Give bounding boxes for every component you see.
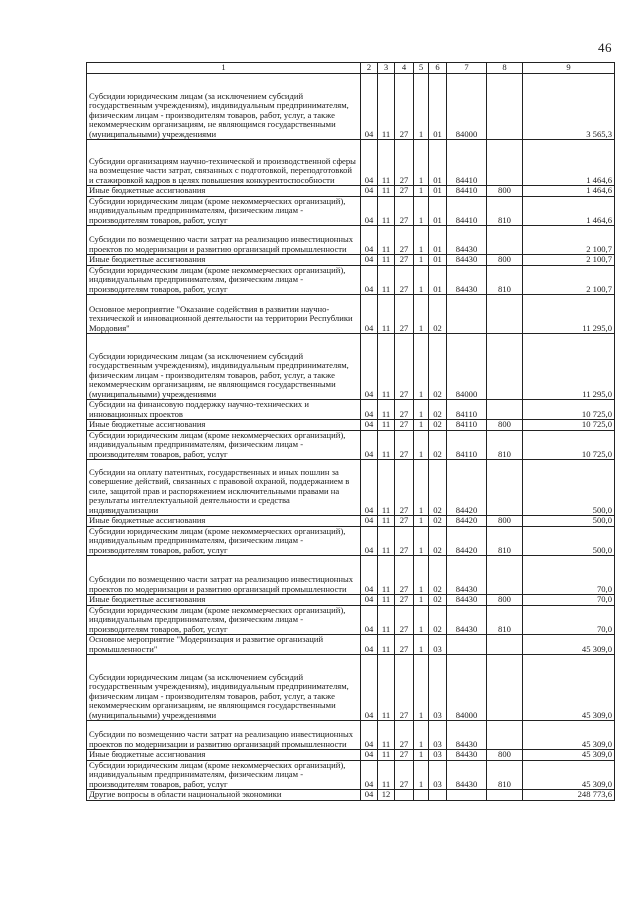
event-code: 02 [429, 595, 447, 606]
table-row [87, 526, 615, 556]
table-row [87, 516, 615, 527]
event-code: 03 [429, 750, 447, 761]
table-row [87, 140, 615, 186]
subprogram-code: 1 [414, 556, 429, 595]
row-name: Субсидии юридическим лицам (кроме некоммерческих организаций), индивидуальным предпринимателям, физическим лицам - производителям товаров, работ, услуг [87, 265, 361, 295]
subsection-code: 12 [378, 790, 395, 801]
amount: 1 464,6 [523, 196, 615, 226]
subsection-code: 11 [378, 196, 395, 226]
direction-code: 84430 [447, 226, 487, 255]
event-code [429, 790, 447, 801]
table-row [87, 334, 615, 400]
program-code: 27 [395, 605, 414, 635]
table-row [87, 721, 615, 750]
subprogram-code: 1 [414, 721, 429, 750]
amount: 45 309,0 [523, 760, 615, 790]
table-row [87, 400, 615, 420]
row-name: Другие вопросы в области национальной экономики [87, 790, 361, 801]
subsection-code: 11 [378, 334, 395, 400]
subsection-code: 11 [378, 226, 395, 255]
program-code: 27 [395, 635, 414, 655]
budget-table-body [87, 74, 615, 801]
row-name: Иные бюджетные ассигнования [87, 186, 361, 197]
expense-type-code: 800 [487, 255, 523, 266]
amount: 70,0 [523, 556, 615, 595]
section-code: 04 [361, 265, 378, 295]
table-row [87, 460, 615, 516]
amount: 1 464,6 [523, 186, 615, 197]
row-name: Субсидии юридическим лицам (кроме некоммерческих организаций), индивидуальным предпринимателям, физическим лицам - производителям товаров, работ, услуг [87, 430, 361, 460]
amount: 45 309,0 [523, 635, 615, 655]
section-code: 04 [361, 420, 378, 431]
column-header: 8 [487, 63, 523, 74]
subsection-code: 11 [378, 635, 395, 655]
expense-type-code: 810 [487, 196, 523, 226]
program-code: 27 [395, 226, 414, 255]
event-code: 03 [429, 760, 447, 790]
program-code: 27 [395, 295, 414, 334]
direction-code [447, 790, 487, 801]
subsection-code: 11 [378, 655, 395, 721]
table-row [87, 196, 615, 226]
subprogram-code: 1 [414, 430, 429, 460]
event-code: 01 [429, 255, 447, 266]
row-name: Субсидии юридическим лицам (кроме некоммерческих организаций), индивидуальным предпринимателям, физическим лицам - производителям товаров, работ, услуг [87, 196, 361, 226]
amount: 2 100,7 [523, 226, 615, 255]
row-name: Субсидии по возмещению части затрат на реализацию инвестиционных проектов по модернизации и развитию организаций промышленности [87, 721, 361, 750]
section-code: 04 [361, 750, 378, 761]
subprogram-code: 1 [414, 74, 429, 140]
section-code: 04 [361, 635, 378, 655]
program-code: 27 [395, 460, 414, 516]
amount: 10 725,0 [523, 420, 615, 431]
table-row [87, 750, 615, 761]
section-code: 04 [361, 295, 378, 334]
subsection-code: 11 [378, 595, 395, 606]
table-row [87, 556, 615, 595]
amount: 2 100,7 [523, 265, 615, 295]
event-code: 01 [429, 140, 447, 186]
column-header: 4 [395, 63, 414, 74]
subsection-code: 11 [378, 605, 395, 635]
subprogram-code: 1 [414, 516, 429, 527]
amount: 45 309,0 [523, 655, 615, 721]
row-name: Основное мероприятие "Оказание содействия в развитии научно-технической и инновационной деятельности на территории Республики Мордовия" [87, 295, 361, 334]
event-code: 02 [429, 460, 447, 516]
direction-code [447, 635, 487, 655]
event-code: 01 [429, 226, 447, 255]
section-code: 04 [361, 526, 378, 556]
subprogram-code: 1 [414, 605, 429, 635]
amount: 10 725,0 [523, 430, 615, 460]
subsection-code: 11 [378, 750, 395, 761]
event-code: 02 [429, 556, 447, 595]
section-code: 04 [361, 400, 378, 420]
program-code: 27 [395, 400, 414, 420]
row-name: Иные бюджетные ассигнования [87, 516, 361, 527]
subsection-code: 11 [378, 516, 395, 527]
table-row [87, 186, 615, 197]
budget-table [86, 62, 615, 801]
subsection-code: 11 [378, 295, 395, 334]
expense-type-code [487, 74, 523, 140]
subsection-code: 11 [378, 265, 395, 295]
row-name: Субсидии на оплату патентных, государственных и иных пошлин за совершение действий, связанных с правовой охраной, поддержанием в силе, защитой прав и распоряжением исключительными правами на результаты интеллектуальной деятельности и средства индивидуализации [87, 460, 361, 516]
amount: 2 100,7 [523, 255, 615, 266]
direction-code: 84410 [447, 140, 487, 186]
event-code: 02 [429, 420, 447, 431]
event-code: 03 [429, 655, 447, 721]
section-code: 04 [361, 460, 378, 516]
row-name: Субсидии на финансовую поддержку научно-технических и инновационных проектов [87, 400, 361, 420]
direction-code: 84000 [447, 74, 487, 140]
event-code: 02 [429, 516, 447, 527]
section-code: 04 [361, 790, 378, 801]
amount: 45 309,0 [523, 750, 615, 761]
table-row [87, 605, 615, 635]
expense-type-code [487, 655, 523, 721]
expense-type-code: 800 [487, 516, 523, 527]
table-row [87, 74, 615, 140]
section-code: 04 [361, 721, 378, 750]
event-code: 01 [429, 186, 447, 197]
amount: 248 773,6 [523, 790, 615, 801]
expense-type-code: 810 [487, 605, 523, 635]
table-row [87, 655, 615, 721]
event-code: 02 [429, 295, 447, 334]
subprogram-code: 1 [414, 334, 429, 400]
amount: 10 725,0 [523, 400, 615, 420]
subprogram-code: 1 [414, 186, 429, 197]
column-number-row [87, 63, 615, 74]
expense-type-code [487, 721, 523, 750]
program-code: 27 [395, 760, 414, 790]
column-header: 5 [414, 63, 429, 74]
section-code: 04 [361, 655, 378, 721]
subprogram-code: 1 [414, 255, 429, 266]
table-row [87, 420, 615, 431]
subprogram-code: 1 [414, 595, 429, 606]
amount: 11 295,0 [523, 334, 615, 400]
row-name: Субсидии юридическим лицам (кроме некоммерческих организаций), индивидуальным предпринимателям, физическим лицам - производителям товаров, работ, услуг [87, 605, 361, 635]
program-code: 27 [395, 186, 414, 197]
section-code: 04 [361, 255, 378, 266]
subprogram-code: 1 [414, 760, 429, 790]
event-code: 01 [429, 196, 447, 226]
section-code: 04 [361, 605, 378, 635]
subsection-code: 11 [378, 140, 395, 186]
expense-type-code [487, 460, 523, 516]
subprogram-code: 1 [414, 420, 429, 431]
direction-code: 84110 [447, 430, 487, 460]
subsection-code: 11 [378, 255, 395, 266]
expense-type-code: 800 [487, 750, 523, 761]
table-row [87, 226, 615, 255]
table-row [87, 760, 615, 790]
row-name: Субсидии юридическим лицам (за исключением субсидий государственным учреждениям), индивидуальным предпринимателям, физическим лицам - производителям товаров, работ, услуг, а также некоммерческим организациям, не являющимся государственными (муниципальными) учреждениями [87, 655, 361, 721]
direction-code: 84420 [447, 516, 487, 527]
table-row [87, 790, 615, 801]
direction-code: 84430 [447, 255, 487, 266]
direction-code: 84420 [447, 460, 487, 516]
row-name: Иные бюджетные ассигнования [87, 420, 361, 431]
direction-code: 84410 [447, 186, 487, 197]
section-code: 04 [361, 430, 378, 460]
program-code: 27 [395, 526, 414, 556]
row-name: Основное мероприятие "Модернизация и развитие организаций промышленности" [87, 635, 361, 655]
section-code: 04 [361, 196, 378, 226]
program-code: 27 [395, 255, 414, 266]
expense-type-code: 810 [487, 760, 523, 790]
column-header: 7 [447, 63, 487, 74]
program-code: 27 [395, 265, 414, 295]
subsection-code: 11 [378, 400, 395, 420]
program-code: 27 [395, 595, 414, 606]
column-header: 6 [429, 63, 447, 74]
subprogram-code: 1 [414, 460, 429, 516]
expense-type-code [487, 635, 523, 655]
direction-code: 84420 [447, 526, 487, 556]
amount: 70,0 [523, 595, 615, 606]
program-code: 27 [395, 556, 414, 595]
subprogram-code: 1 [414, 400, 429, 420]
page-number: 46 [598, 40, 612, 55]
subprogram-code: 1 [414, 196, 429, 226]
direction-code: 84000 [447, 334, 487, 400]
row-name: Иные бюджетные ассигнования [87, 750, 361, 761]
column-header: 1 [87, 63, 361, 74]
event-code: 02 [429, 605, 447, 635]
amount: 500,0 [523, 526, 615, 556]
amount: 500,0 [523, 516, 615, 527]
direction-code: 84410 [447, 196, 487, 226]
expense-type-code: 810 [487, 526, 523, 556]
program-code: 27 [395, 196, 414, 226]
column-header: 3 [378, 63, 395, 74]
subprogram-code: 1 [414, 655, 429, 721]
table-row [87, 265, 615, 295]
program-code: 27 [395, 721, 414, 750]
table-row [87, 295, 615, 334]
program-code: 27 [395, 655, 414, 721]
subsection-code: 11 [378, 74, 395, 140]
expense-type-code: 800 [487, 420, 523, 431]
section-code: 04 [361, 516, 378, 527]
subsection-code: 11 [378, 186, 395, 197]
event-code: 02 [429, 400, 447, 420]
event-code: 03 [429, 721, 447, 750]
event-code: 01 [429, 265, 447, 295]
section-code: 04 [361, 140, 378, 186]
amount: 11 295,0 [523, 295, 615, 334]
section-code: 04 [361, 760, 378, 790]
row-name: Субсидии юридическим лицам (кроме некоммерческих организаций), индивидуальным предпринимателям, физическим лицам - производителям товаров, работ, услуг [87, 760, 361, 790]
subprogram-code: 1 [414, 750, 429, 761]
row-name: Субсидии по возмещению части затрат на реализацию инвестиционных проектов по модернизации и развитию организаций промышленности [87, 226, 361, 255]
direction-code: 84430 [447, 605, 487, 635]
event-code: 01 [429, 74, 447, 140]
subprogram-code: 1 [414, 226, 429, 255]
direction-code [447, 295, 487, 334]
subsection-code: 11 [378, 556, 395, 595]
section-code: 04 [361, 74, 378, 140]
row-name: Субсидии по возмещению части затрат на реализацию инвестиционных проектов по модернизации и развитию организаций промышленности [87, 556, 361, 595]
expense-type-code [487, 295, 523, 334]
direction-code: 84000 [447, 655, 487, 721]
row-name: Иные бюджетные ассигнования [87, 255, 361, 266]
expense-type-code [487, 400, 523, 420]
program-code: 27 [395, 140, 414, 186]
direction-code: 84430 [447, 595, 487, 606]
section-code: 04 [361, 334, 378, 400]
table-row [87, 635, 615, 655]
program-code: 27 [395, 430, 414, 460]
event-code: 03 [429, 635, 447, 655]
subsection-code: 11 [378, 760, 395, 790]
subprogram-code: 1 [414, 295, 429, 334]
subprogram-code [414, 790, 429, 801]
expense-type-code [487, 140, 523, 186]
amount: 3 565,3 [523, 74, 615, 140]
column-header: 2 [361, 63, 378, 74]
subsection-code: 11 [378, 721, 395, 750]
section-code: 04 [361, 556, 378, 595]
section-code: 04 [361, 595, 378, 606]
table-row [87, 430, 615, 460]
row-name: Субсидии юридическим лицам (за исключением субсидий государственным учреждениям), индивидуальным предпринимателям, физическим лицам - производителям товаров, работ, услуг, а также некоммерческим организациям, не являющимся государственными (муниципальными) учреждениями [87, 74, 361, 140]
amount: 70,0 [523, 605, 615, 635]
amount: 45 309,0 [523, 721, 615, 750]
program-code: 27 [395, 74, 414, 140]
row-name: Субсидии юридическим лицам (за исключением субсидий государственным учреждениям), индивидуальным предпринимателям, физическим лицам - производителям товаров, работ, услуг, а также некоммерческим организациям, не являющимся государственными (муниципальными) учреждениями [87, 334, 361, 400]
expense-type-code [487, 334, 523, 400]
subprogram-code: 1 [414, 140, 429, 186]
subsection-code: 11 [378, 526, 395, 556]
expense-type-code: 810 [487, 265, 523, 295]
event-code: 02 [429, 430, 447, 460]
direction-code: 84430 [447, 721, 487, 750]
subprogram-code: 1 [414, 265, 429, 295]
subsection-code: 11 [378, 460, 395, 516]
program-code [395, 790, 414, 801]
section-code: 04 [361, 226, 378, 255]
program-code: 27 [395, 334, 414, 400]
amount: 500,0 [523, 460, 615, 516]
table-row [87, 255, 615, 266]
event-code: 02 [429, 526, 447, 556]
expense-type-code [487, 790, 523, 801]
row-name: Субсидии организациям научно-технической и производственной сферы на возмещение части затрат, связанных с подготовкой, переподготовкой и стажировкой кадров в целях повышения конкурентоспособности [87, 140, 361, 186]
direction-code: 84430 [447, 265, 487, 295]
direction-code: 84110 [447, 420, 487, 431]
direction-code: 84430 [447, 750, 487, 761]
event-code: 02 [429, 334, 447, 400]
subprogram-code: 1 [414, 635, 429, 655]
expense-type-code: 810 [487, 430, 523, 460]
subprogram-code: 1 [414, 526, 429, 556]
program-code: 27 [395, 420, 414, 431]
program-code: 27 [395, 516, 414, 527]
row-name: Иные бюджетные ассигнования [87, 595, 361, 606]
program-code: 27 [395, 750, 414, 761]
direction-code: 84430 [447, 760, 487, 790]
section-code: 04 [361, 186, 378, 197]
direction-code: 84430 [447, 556, 487, 595]
table-row [87, 595, 615, 606]
subsection-code: 11 [378, 420, 395, 431]
direction-code: 84110 [447, 400, 487, 420]
column-header: 9 [523, 63, 615, 74]
amount: 1 464,6 [523, 140, 615, 186]
expense-type-code: 800 [487, 595, 523, 606]
expense-type-code [487, 226, 523, 255]
subsection-code: 11 [378, 430, 395, 460]
row-name: Субсидии юридическим лицам (кроме некоммерческих организаций), индивидуальным предпринимателям, физическим лицам - производителям товаров, работ, услуг [87, 526, 361, 556]
expense-type-code: 800 [487, 186, 523, 197]
expense-type-code [487, 556, 523, 595]
